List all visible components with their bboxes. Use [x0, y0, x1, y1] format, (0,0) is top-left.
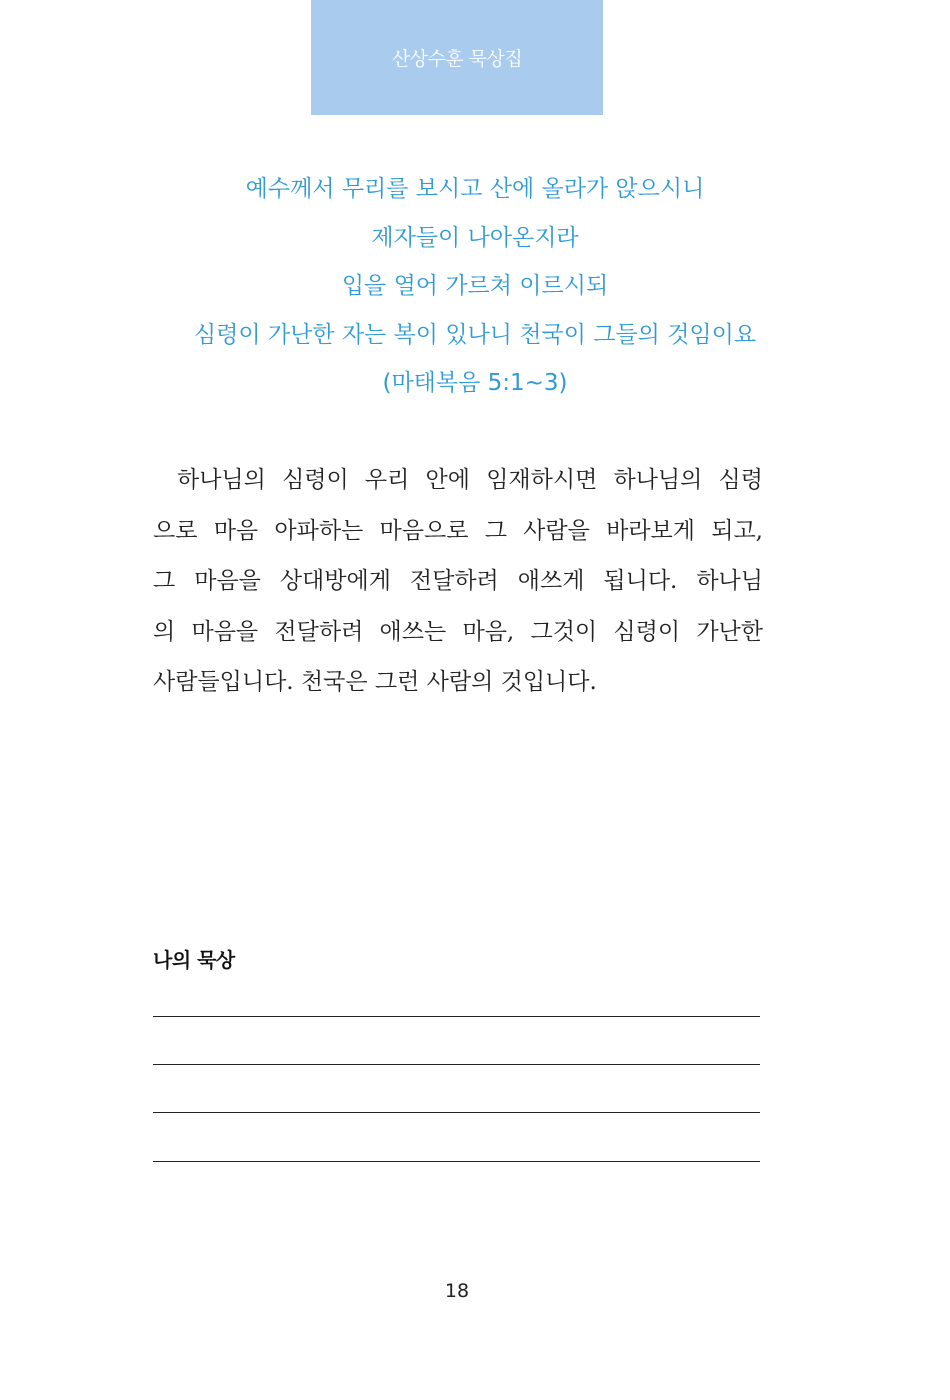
writing-line: [153, 1064, 760, 1065]
page-number: 18: [444, 1280, 470, 1302]
verse-line: 제자들이 나아온지라: [371, 224, 579, 251]
scripture-verse: [100, 165, 850, 408]
verse-line: 심령이 가난한 자는 복이 있나니 천국이 그들의 것임이요: [193, 321, 757, 348]
header-tab: [311, 0, 603, 115]
body-line: 으로 마음 아파하는 마음으로 그 사람을 바라보게 되고,: [153, 517, 763, 544]
writing-line: [153, 1112, 760, 1113]
writing-line: [153, 1161, 760, 1162]
body-line: 사람들입니다. 천국은 그런 사람의 것입니다.: [153, 669, 597, 695]
book-title: 산상수훈 묵상집: [391, 48, 523, 70]
verse-reference: (마태복음 5:1~3): [382, 370, 568, 396]
verse-line: 입을 열어 가르쳐 이르시되: [341, 273, 609, 299]
meditation-label: 나의 묵상: [153, 948, 235, 972]
body-paragraph: [153, 455, 763, 708]
verse-line: 예수께서 무리를 보시고 산에 올라가 앉으시니: [245, 176, 705, 202]
body-line: 의 마음을 전달하려 애쓰는 마음, 그것이 심령이 가난한: [153, 618, 763, 645]
writing-line: [153, 1016, 760, 1017]
body-line: 하나님의 심령이 우리 안에 임재하시면 하나님의 심령: [177, 467, 763, 493]
body-line: 그 마음을 상대방에게 전달하려 애쓰게 됩니다. 하나님: [153, 568, 763, 594]
